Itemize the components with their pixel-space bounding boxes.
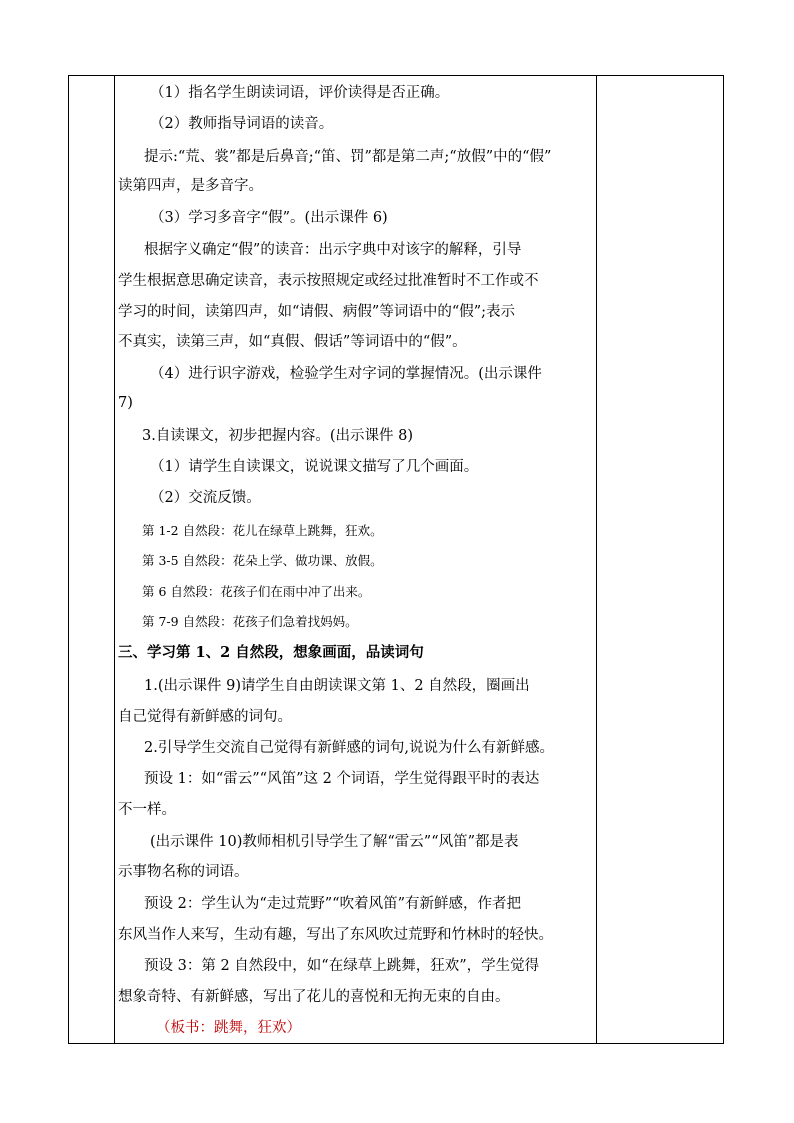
text-line: 根据字义确定“假”的读音：出示字典中对该字的解释，引导 bbox=[144, 242, 522, 258]
text-line: （3）学习多音字“假”。(出示课件 6) bbox=[150, 210, 388, 226]
text-line: 1.(出示课件 9)请学生自由朗读课文第 1、2 自然段，圈画出 bbox=[144, 678, 530, 694]
text-line: 预设 2：学生认为“走过荒野”“吹着风笛”有新鲜感，作者把 bbox=[144, 896, 521, 912]
text-line: 学习的时间，读第四声，如“请假、病假”等词语中的“假”;表示 bbox=[118, 304, 516, 320]
text-line: 提示:“荒、裳”都是后鼻音;“笛、罚”都是第二声;“放假”中的“假” bbox=[144, 149, 552, 165]
board-note: （板书：跳舞，狂欢） bbox=[156, 1020, 301, 1036]
column-divider-right bbox=[596, 76, 597, 1043]
text-line: 7) bbox=[118, 395, 133, 411]
column-divider-left bbox=[114, 76, 115, 1043]
text-line: 第 7-9 自然段：花孩子们急着找妈妈。 bbox=[142, 614, 358, 629]
text-line: 预设 1：如“雷云”“风笛”这 2 个词语，学生觉得跟平时的表达 bbox=[144, 771, 540, 787]
text-line: 第 3-5 自然段：花朵上学、做功课、放假。 bbox=[142, 553, 383, 568]
text-line: （4）进行识字游戏，检验学生对字词的掌握情况。(出示课件 bbox=[150, 366, 542, 382]
text-line: 不一样。 bbox=[118, 802, 176, 818]
text-line: 2.引导学生交流自己觉得有新鲜感的词句,说说为什么有新鲜感。 bbox=[144, 740, 554, 756]
text-line: 3.自读课文，初步把握内容。(出示课件 8) bbox=[142, 428, 413, 444]
text-line: 想象奇特、有新鲜感，写出了花儿的喜悦和无拘无束的自由。 bbox=[118, 989, 510, 1005]
text-line: 示事物名称的词语。 bbox=[118, 864, 249, 880]
text-line: 学生根据意思确定读音，表示按照规定或经过批准暂时不工作或不 bbox=[118, 273, 539, 289]
section-heading: 三、学习第 1、2 自然段，想象画面，品读词句 bbox=[118, 644, 424, 661]
text-line: （1）指名学生朗读词语，评价读得是否正确。 bbox=[150, 85, 450, 101]
text-line: 东风当作人来写，生动有趣，写出了东风吹过荒野和竹林时的轻快。 bbox=[118, 927, 553, 943]
text-line: （2）教师指导词语的读音。 bbox=[150, 116, 334, 132]
text-line: （1）请学生自读课文，说说课文描写了几个画面。 bbox=[150, 459, 479, 475]
text-line: (出示课件 10)教师相机引导学生了解“雷云”“风笛”都是表 bbox=[150, 834, 519, 850]
text-line: 第 6 自然段：花孩子们在雨中冲了出来。 bbox=[142, 584, 371, 599]
text-line: 读第四声，是多音字。 bbox=[118, 178, 263, 194]
text-line: 不真实，读第三声，如“真假、假话”等词语中的“假”。 bbox=[118, 334, 467, 350]
text-line: 第 1-2 自然段：花儿在绿草上跳舞，狂欢。 bbox=[142, 523, 383, 538]
text-line: 自己觉得有新鲜感的词句。 bbox=[118, 709, 292, 725]
text-line: （2）交流反馈。 bbox=[150, 490, 261, 506]
text-line: 预设 3：第 2 自然段中，如“在绿草上跳舞，狂欢”，学生觉得 bbox=[144, 958, 540, 974]
